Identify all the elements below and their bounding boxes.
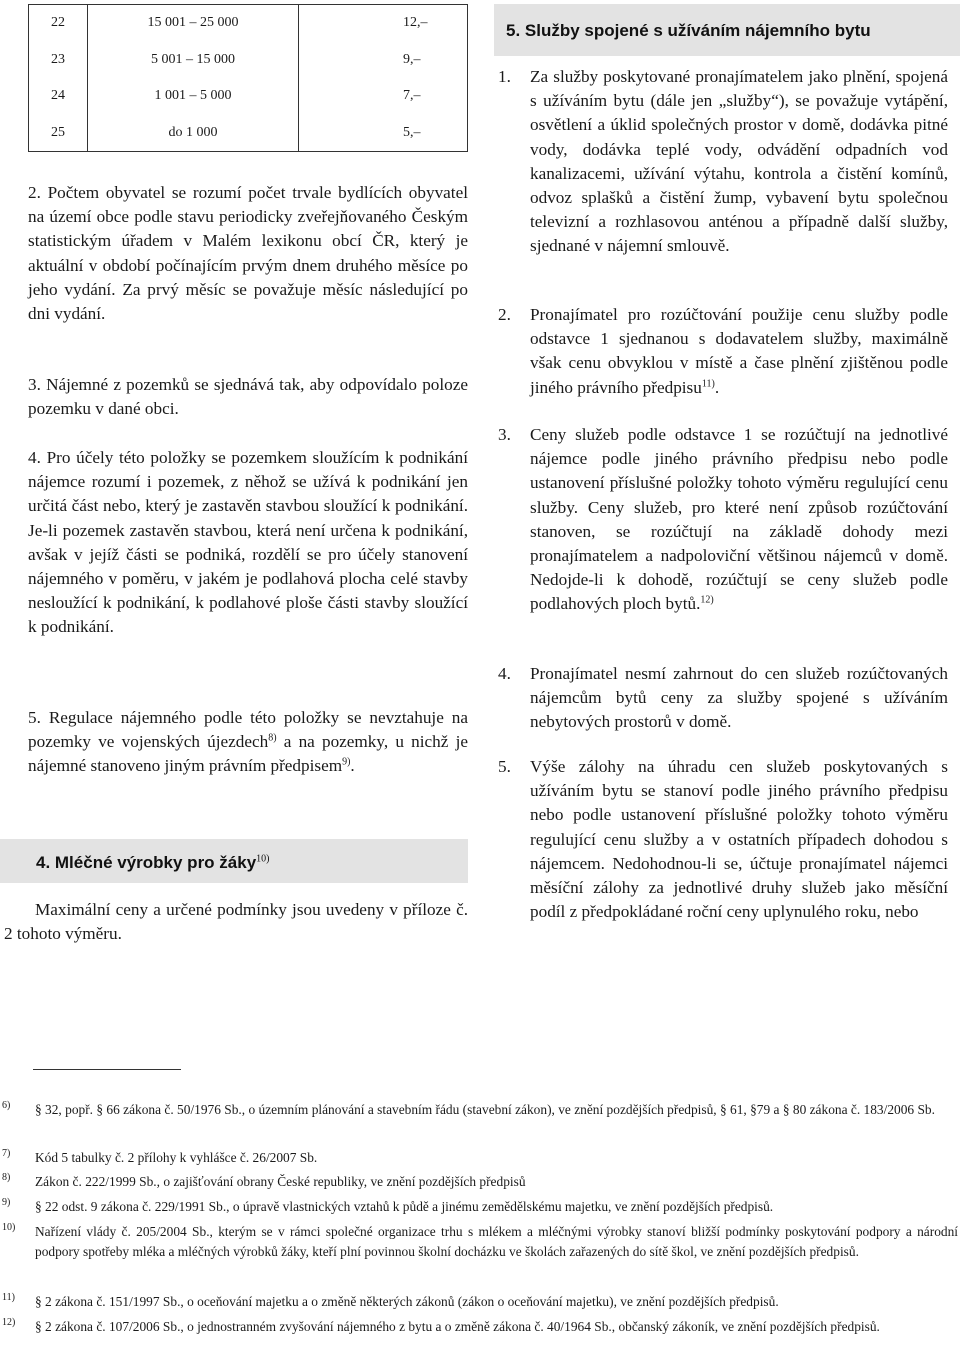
closing-paragraph: Maximální ceny a určené podmínky jsou uvedeny v příloze č. 2 tohoto výměru. (4, 900, 468, 944)
item-text: Regulace nájemného podle této položky se nevztahuje na pozemky ve vojenských újezdech (28, 708, 468, 752)
footnote-mark: 8) (2, 1172, 11, 1183)
item-number: 5. (28, 708, 41, 727)
rate-table (28, 4, 468, 152)
footnote-7 (0, 1148, 960, 1168)
row-number: 24 (29, 78, 88, 115)
left-item-2 (28, 181, 468, 326)
item-text: Pro účely této položky se pozemkem sloužícím k podnikání nájemce rozumí i pozemek, z něhož se užívá k podnikání jen určitá část nebo, který je zastavěn stavbou sloužící k podnikání. Je-li pozemek zastavěn stavbou, která není určena k podnikání, avšak v jejíž části se podniká, rozdělí se pro účely stanovení nájemného v poměru, v jakém je podlahová plocha celé stavby nesloužící k podnikání, k podlahové ploše části stavby sloužící k podnikání. (28, 448, 468, 637)
table-row (29, 115, 468, 152)
item-text: Výše zálohy na úhradu cen služeb poskytovaných s užíváním bytu se stanoví podle jiného právního předpisu nebo podle ustanovení příslušné položky tohoto výměru regulující cenu služby a v ostatních případech dohodou s nájemcem. Nedohodnou-li se, účtuje pronajímatel nájemci měsíční zálohy za jednotlivé druhy služeb jako měsíční podíl z předpokládané roční ceny uplynulého roku, nebo (530, 757, 948, 922)
item-text: Počtem obyvatel se rozumí počet trvale bydlících obyvatel na území obce podle stavu periodicky zveřejňovaného Českým statistickým úřadem v Malém lexikonu obcí ČR, který je aktuální v období počínajícím prvým dnem druhého měsíce po jeho vydání. Za prvý měsíc se považuje měsíc následující po dni vydání. (28, 183, 468, 324)
footnote-mark: 10) (2, 1222, 16, 1233)
item-number: 5. (498, 757, 511, 776)
footnote-12 (0, 1317, 960, 1337)
right-item-5 (498, 755, 948, 924)
item-text: Za služby poskytované pronajímatelem jako plnění, spojená s užíváním bytu (dále jen „služby“), se považuje vytápění, osvětlení a úklid společných prostor v domě, dodávka pitné vody, dodávka teplé vody, odvádění odpadních vod kanalizacemi, užívání výtahu, kontrola a čistění komínů, odvoz splašků a čistění žump, vybavení bytu společnou televizní a rozhlasovou anténou a případně další služby, sjednané v nájemní smlouvě. (530, 67, 948, 256)
table-row (29, 78, 468, 115)
row-number: 25 (29, 115, 88, 152)
item-text: Pronajímatel nesmí zahrnout do cen služeb rozúčtovaných nájemcům bytů ceny za služby spojené s užíváním nebytových prostorů v domě. (530, 664, 948, 732)
population-range: 1 001 – 5 000 (88, 78, 299, 115)
footnote-8 (0, 1172, 960, 1192)
footnote-ref: 12) (700, 594, 714, 606)
footnote-text: Kód 5 tabulky č. 2 přílohy k vyhlášce č. 26/2007 Sb. (35, 1150, 318, 1165)
footnote-text: Zákon č. 222/1999 Sb., o zajišťování obrany České republiky, ve znění pozdějších předpisů (35, 1174, 526, 1189)
section-heading-4: 4. Mléčné výrobky pro žáky$^{10)}$ (0, 839, 468, 883)
price-value: 9,– (299, 42, 468, 79)
left-item-4 (28, 446, 468, 640)
footnote-ref: 10) (256, 853, 270, 865)
left-item-3 (28, 373, 468, 421)
footnote-9 (0, 1197, 960, 1217)
population-range: 5 001 – 15 000 (88, 42, 299, 79)
item-number: 3. (498, 425, 511, 444)
item-number: 4. (498, 664, 511, 683)
footnote-text: § 22 odst. 9 zákona č. 229/1991 Sb., o úpravě vlastnických vztahů k půdě a jinému zemědělskému majetku, ve znění pozdějších předpisů. (35, 1199, 774, 1214)
item-text: Nájemné z pozemků se sjednává tak, aby odpovídalo poloze pozemku v dané obci. (28, 375, 469, 419)
item-number: 4. (28, 448, 41, 467)
footnote-ref: 9) (342, 756, 351, 768)
section-heading-5: 5. Služby spojené s užíváním nájemního bytu (494, 4, 960, 56)
item-number: 2. (28, 183, 41, 202)
item-text: Ceny služeb podle odstavce 1 se rozúčtují na jednotlivé nájemce podle jiného právního předpisu nebo podle ustanovení příslušné položky tohoto výměru regulující cenu služby. Ceny služeb, pro které není způsob rozúčtování stanoven, se rozúčtují na základě dohody mezi pronajímatelem a nadpoloviční většinou nájemců v domě. Nedojde-li k dohodě, rozúčtují se ceny služeb podle podlahových ploch bytů. (530, 425, 948, 614)
footnote-mark: 6) (2, 1100, 11, 1111)
price-value: 12,– (299, 5, 468, 42)
right-item-2: 2. Pronajímatel pro rozúčtování použije cenu služby podle odstavce 1 sjednanou s dodavatelem služby, maximálně však cenu obvyklou v místě a čase plnění zjištěnou podle jiného právního předpisu$^{11)}$. (498, 305, 948, 397)
table-row (29, 5, 468, 42)
price-value: 5,– (299, 115, 468, 152)
footnote-mark: 11) (2, 1292, 15, 1303)
item-number: 2. (498, 305, 511, 324)
left-item-5: 5. Regulace nájemného podle této položky se nevztahuje na pozemky ve vojenských újezdech$^{8)}$ a na pozemky, u nichž je nájemné stanoveno jiným právním předpisem$^{9)}$. (28, 708, 468, 776)
footnote-text: § 2 zákona č. 107/2006 Sb., o jednostranném zvyšování nájemného z bytu a o změně zákona č. 40/1964 Sb., občanský zákoník, ve znění pozdějších předpisů. (35, 1319, 880, 1334)
table-row (29, 42, 468, 79)
footnote-text: Nařízení vlády č. 205/2004 Sb., kterým se v rámci společné organizace trhu s mlékem a mléčnými výrobky stanoví bližší podmínky poskytování podpory a národní podpory spotřeby mléka a mléčných výrobků žáky, kteří plní povinnou školní docházku ve školách zařazených do sítě škol, ve znění pozdějších předpisů. (35, 1224, 958, 1259)
right-item-4 (498, 662, 948, 735)
population-range: do 1 000 (88, 115, 299, 152)
item-text-cont: a na pozemky, u nichž je nájemné stanoveno jiným právním předpisem (28, 732, 468, 776)
item-number: 3. (28, 375, 41, 394)
footnote-mark: 12) (2, 1317, 16, 1328)
footnote-text: § 2 zákona č. 151/1997 Sb., o oceňování majetku a o změně některých zákonů (zákon o oceňování majetku), ve znění pozdějších předpisů. (35, 1294, 779, 1309)
row-number: 22 (29, 5, 88, 42)
price-value: 7,– (299, 78, 468, 115)
footnote-11 (0, 1292, 960, 1312)
footnote-mark: 7) (2, 1148, 11, 1159)
right-item-1 (498, 65, 948, 259)
footnote-6 (0, 1100, 960, 1120)
item-number: 1. (498, 67, 511, 86)
footnote-text: § 32, popř. § 66 zákona č. 50/1976 Sb., o územním plánování a stavebním řádu (stavební zákon), ve znění pozdějších předpisů, § 61, §79 a § 80 zákona č. 183/2006 Sb. (35, 1102, 935, 1117)
row-number: 23 (29, 42, 88, 79)
population-range: 15 001 – 25 000 (88, 5, 299, 42)
footnote-ref: 11) (701, 377, 715, 389)
footnote-mark: 9) (2, 1197, 11, 1208)
item-text: Pronajímatel pro rozúčtování použije cenu služby podle odstavce 1 sjednanou s dodavatelem služby, maximálně však cenu obvyklou v místě a čase plnění zjištěnou podle jiného právního předpisu (530, 305, 948, 397)
footnote-ref: 8) (268, 732, 277, 744)
footnote-separator (33, 1069, 181, 1070)
right-item-3 (498, 423, 948, 617)
footnote-10 (0, 1222, 960, 1262)
